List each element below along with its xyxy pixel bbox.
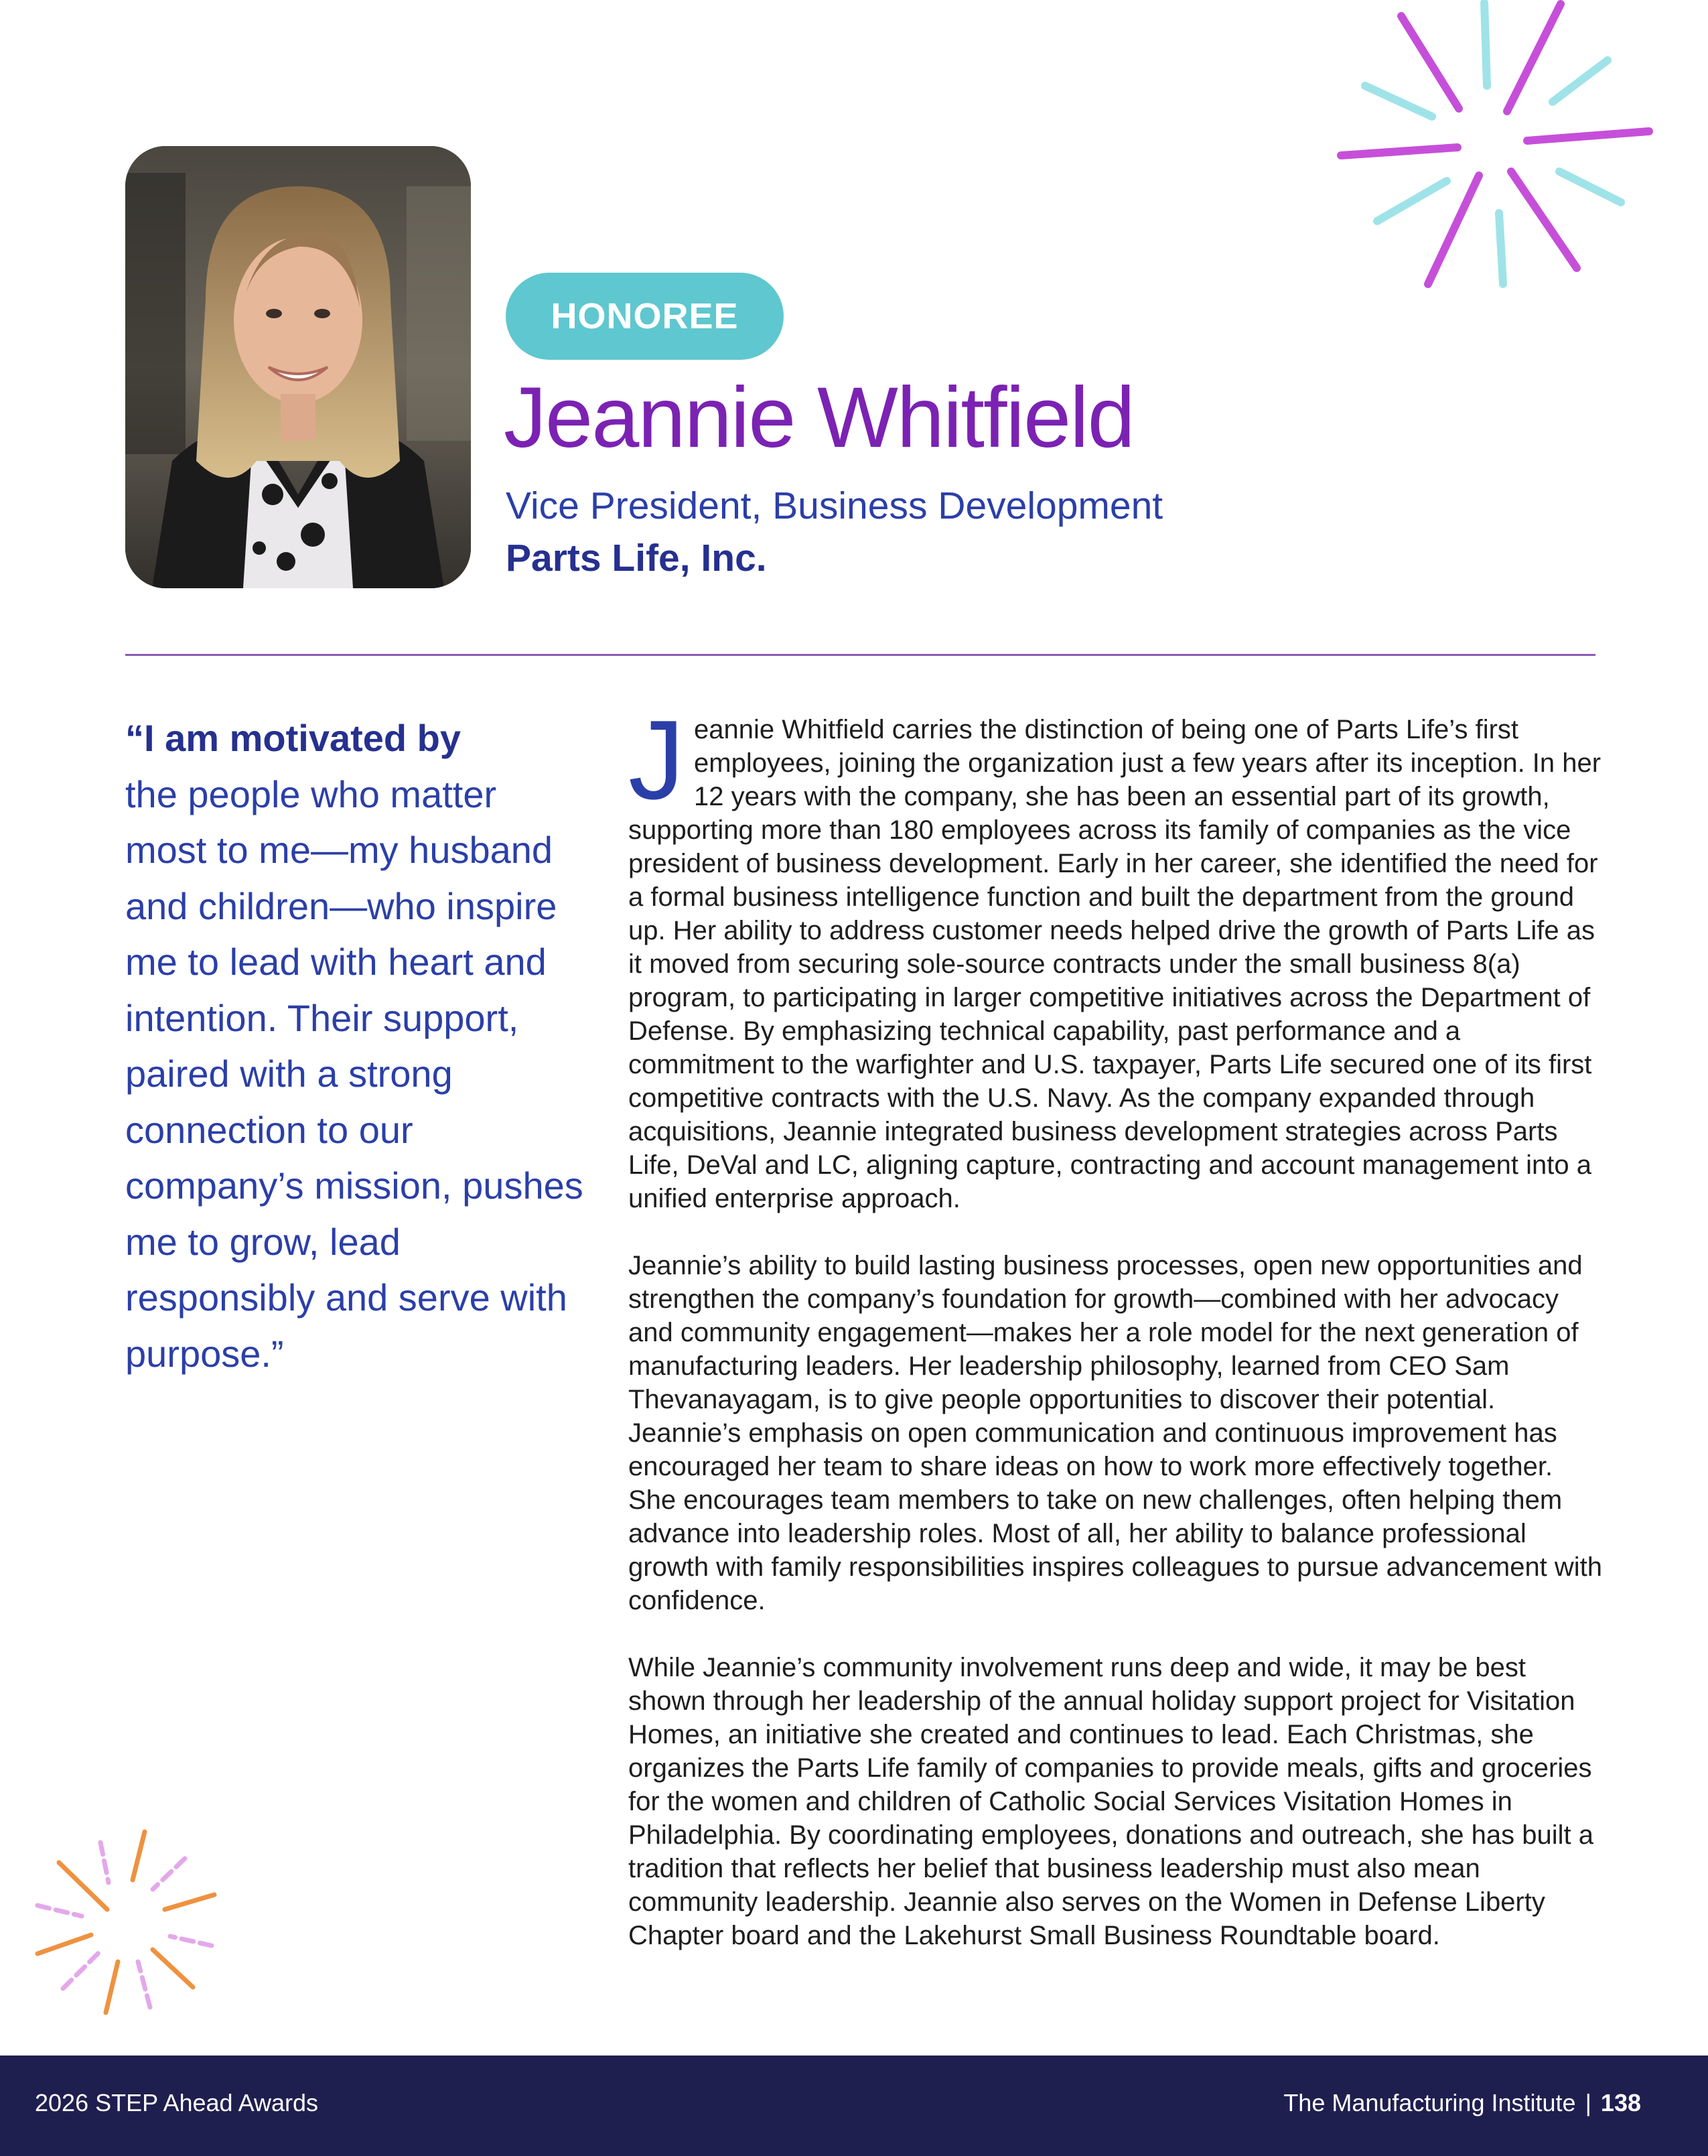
footer-right xyxy=(1283,2089,1641,2117)
headshot-photo xyxy=(125,146,471,588)
pull-quote-lead: “I am motivated by xyxy=(125,717,461,759)
paragraph-2: Jeannie’s ability to build lasting business processes, open new opportunities and strengthen the company’s foundation for growth—combined with her advocacy and community engagement—makes her a role model for the next generation of manufacturing leaders. Her leadership philosophy, learned from CEO Sam Thevanayagam, is to give people opportunities to discover their potential. Jeannie’s emphasis on open communication and continuous improvement has encouraged her team to share ideas on how to work more effectively together. She encourages team members to take on new challenges, often helping them advance into leadership roles. Most of all, her ability to balance professional growth with family responsibilities inspires colleagues to pursue advancement with confidence. xyxy=(628,1251,1603,1615)
headshot-illustration xyxy=(125,146,471,588)
burst-decoration-top xyxy=(1326,0,1675,301)
paragraph-3: While Jeannie’s community involvement runs deep and wide, it may be best shown through her leadership of the annual holiday support project for Visitation Homes, an initiative she created and continues to lead. Each Christmas, she organizes the Parts Life family of companies to provide meals, gifts and groceries for the women and children of Catholic Social Services Visitation Homes in Philadelphia. By coordinating employees, donations and outreach, she has built a tradition that reflects her belief that business leadership must also mean community leadership. Jeannie also serves on the Women in Defense Liberty Chapter board and the Lakehurst Small Business Roundtable board. xyxy=(628,1653,1593,1950)
footer-organization: The Manufacturing Institute xyxy=(1283,2089,1576,2116)
article-body xyxy=(628,697,1606,1986)
honoree-name: Jeannie Whitfield xyxy=(504,370,1134,466)
pull-quote xyxy=(125,710,587,1382)
page-number: 138 xyxy=(1600,2089,1641,2116)
honoree-badge: HONOREE xyxy=(506,273,784,360)
paragraph-1-text: eannie Whitfield carries the distinction of being one of Parts Life’s first employees, joining the organization just a few years after its inception. In her 12 years with the company, she has been an essential part of its growth, supporting more than 180 employees across its family of companies as the vice president of business development. Early in her career, she identified the need for a formal business intelligence function and built the department from the ground up. Her ability to address customer needs helped drive the growth of Parts Life as it moved from securing sole-source contracts under the small business 8(a) program, to participating in larger competitive initiatives across the Department of Defense. By emphasizing technical capability, past performance and a commitment to the warfighter and U.S. taxpayer, Parts Life secured one of its first competitive contracts with the U.S. Navy. As the company expanded through acquisitions, Jeannie integrated business development strategies across Parts Life, DeVal and LC, aligning capture, contracting and account management into a unified enterprise approach. xyxy=(628,715,1602,1213)
drop-cap: J xyxy=(628,697,685,823)
burst-decoration-bottom xyxy=(27,1822,228,2023)
footer-publication: 2026 STEP Ahead Awards xyxy=(35,2089,318,2116)
paragraph-1 xyxy=(628,697,1606,1215)
company-name: Parts Life, Inc. xyxy=(506,537,767,580)
divider-rule xyxy=(125,654,1595,656)
footer-separator: | xyxy=(1585,2089,1591,2116)
job-title: Vice President, Business Development xyxy=(506,484,1163,527)
pull-quote-text: the people who matter most to me—my husband and children—who inspire me to lead with heart and intention. Their support, paired with a strong connection to our company’s mission, pushes me to grow, lead responsibly and serve with purpose.” xyxy=(125,772,583,1375)
